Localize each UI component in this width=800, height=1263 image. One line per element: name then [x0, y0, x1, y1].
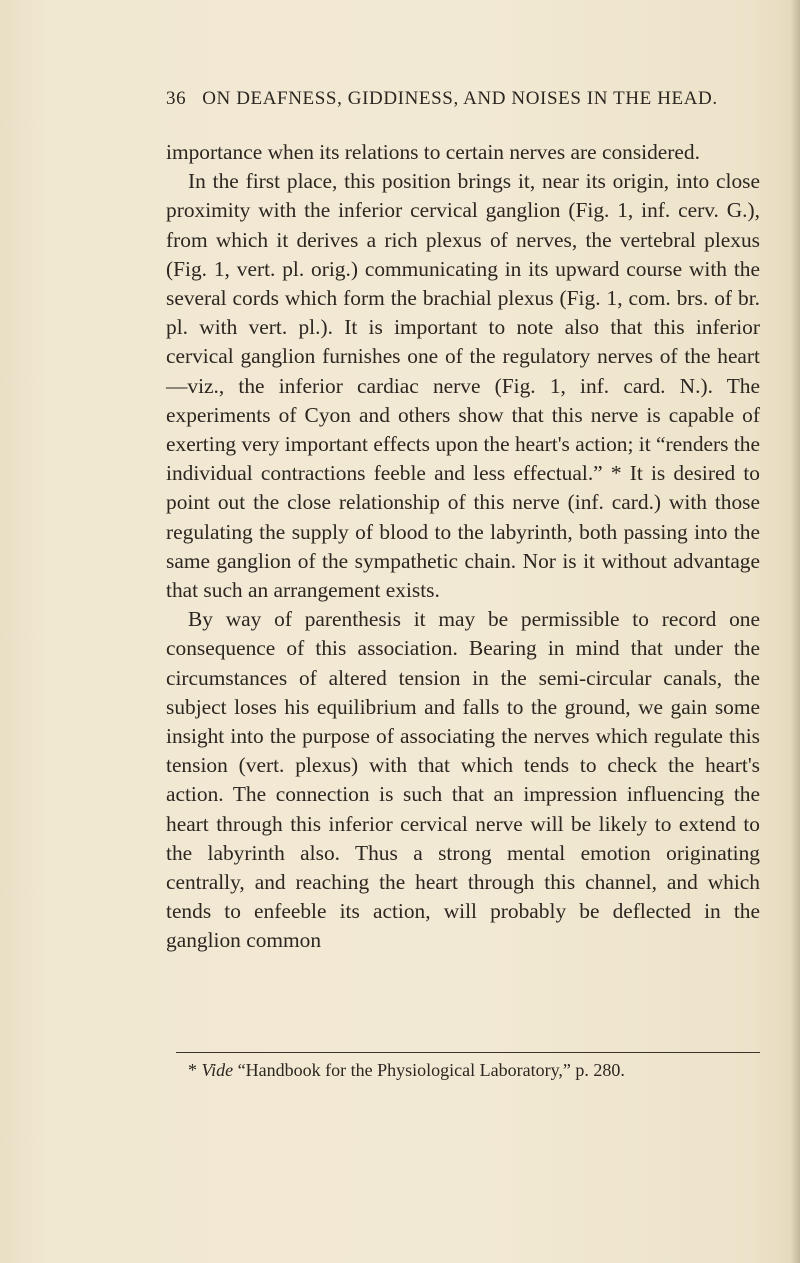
running-title: ON DEAFNESS, GIDDINESS, AND NOISES IN THE HEAD.	[202, 88, 718, 109]
paragraph: By way of parenthesis it may be permissible to record one consequence of this association. Bearing in mind that under the circumstances of altered tension in the semi-circular canals, the subject loses his equilibrium and falls to the ground, we gain some insight into the purpose of associating the nerves which regulate this tension (vert. plexus) with that which tends to check the heart's action. The connection is such that an impression influencing the heart through this inferior cervical nerve will be likely to extend to the labyrinth also. Thus a strong mental emotion originating centrally, and reaching the heart through this channel, and which tends to enfeeble its action, will probably be deflected in the ganglion common	[166, 607, 760, 953]
paragraph-continuation: importance when its relations to certain nerves are considered.	[166, 140, 700, 164]
footnote-vide: Vide	[201, 1060, 234, 1080]
page-number: 36	[166, 88, 187, 109]
footnote-text: “Handbook for the Physiological Laboratory,” p. 280.	[237, 1060, 625, 1080]
footnote-marker: *	[188, 1060, 197, 1080]
footnote	[188, 1060, 768, 1081]
page-edge-shadow	[790, 0, 800, 1263]
body-text	[166, 138, 760, 956]
footnote-rule	[176, 1052, 760, 1053]
paragraph: In the first place, this position brings it, near its origin, into close proximity with the inferior cervical ganglion (Fig. 1, inf. cerv. G.), from which it derives a rich plexus of nerves, the vertebral plexus (Fig. 1, vert. pl. orig.) communicating in its upward course with the several cords which form the brachial plexus (Fig. 1, com. brs. of br. pl. with vert. pl.). It is important to note also that this inferior cervical ganglion furnishes one of the regulatory nerves of the heart—viz., the inferior cardiac nerve (Fig. 1, inf. card. N.). The experiments of Cyon and others show that this nerve is capable of exerting very important effects upon the heart's action; it “renders the individual contractions feeble and less effectual.” * It is desired to point out the close relationship of this nerve (inf. card.) with those regulating the supply of blood to the labyrinth, both passing into the same ganglion of the sympathetic chain. Nor is it without advantage that such an arrangement exists.	[166, 169, 760, 603]
running-head	[166, 88, 726, 110]
